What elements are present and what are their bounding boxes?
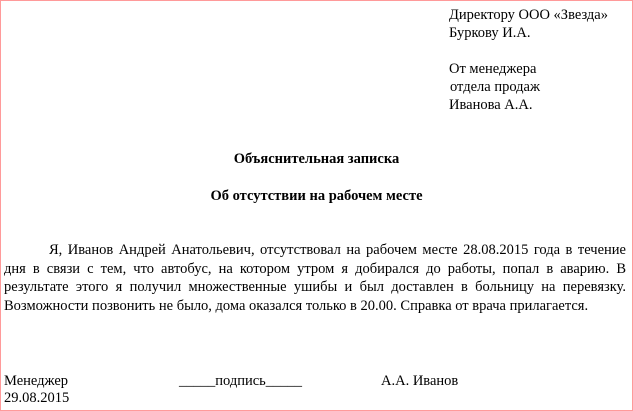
signature-name: А.А. Иванов	[381, 373, 459, 389]
signature-line: _____подпись_____	[179, 373, 303, 389]
addressee-spacer	[449, 42, 608, 60]
from-department: отдела продаж	[450, 79, 540, 95]
addressee-to-name: Буркову И.А.	[449, 25, 531, 41]
document-date: 29.08.2015	[4, 390, 70, 406]
document-subject: Об отсутствии на рабочем месте	[210, 188, 423, 204]
from-line: От менеджера	[449, 61, 537, 77]
document-body: Я, Иванов Андрей Анатольевич, отсутствовал на рабочем месте 28.08.2015 года в течение дня в связи с тем, что автобус, на котором утром я добирался до работы, попал в аварию. В результате этого я получил множественные ушибы и был доставлен в больницу на перевязку. Возможности позвонить не было, дома оказался только в 20.00. Справка от врача прилагается.	[4, 242, 626, 314]
signature-row	[4, 373, 629, 391]
from-name: Иванова А.А.	[449, 97, 533, 113]
addressee-to-line: Директору ООО «Звезда»	[449, 7, 608, 23]
addressee-block	[449, 6, 608, 114]
document-title: Объяснительная записка	[233, 151, 400, 167]
signature-position: Менеджер	[4, 373, 69, 389]
